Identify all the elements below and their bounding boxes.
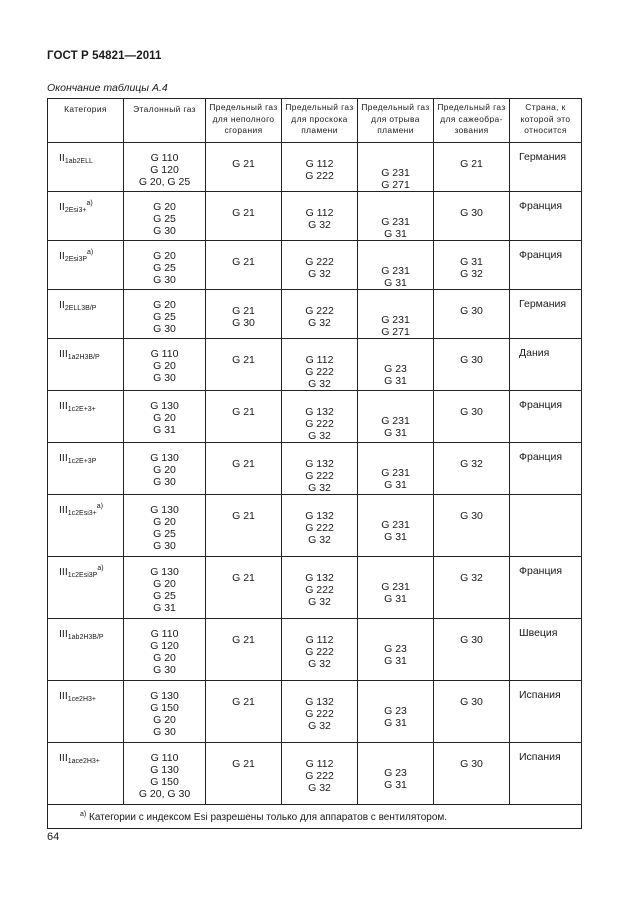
soot-gas-cell bbox=[434, 557, 510, 619]
reference-gas-value: G 130 bbox=[150, 452, 179, 464]
reference-gas-value: G 150 bbox=[150, 702, 179, 714]
reference-gas-value: G 150 bbox=[150, 776, 179, 788]
reference-gas-value: G 130 bbox=[150, 764, 179, 776]
lift-gas-value: G 31 bbox=[384, 779, 407, 791]
reference-gas-cell bbox=[124, 241, 206, 290]
reference-gas-value: G 25 bbox=[153, 262, 176, 274]
reference-gas-cell bbox=[124, 681, 206, 743]
category-subscript: 1ab2H3B/P bbox=[67, 634, 104, 641]
category-subscript: 1a2H3B/P bbox=[67, 354, 100, 361]
category-main: III bbox=[59, 752, 68, 764]
lift-gas-cell bbox=[358, 192, 434, 241]
incomplete-gas-value: G 21 bbox=[232, 256, 255, 268]
country-cell bbox=[510, 619, 582, 681]
flashback-gas-value: G 112 bbox=[305, 207, 334, 219]
soot-gas-value: G 21 bbox=[460, 158, 483, 170]
lift-gas-value: G 231 bbox=[381, 519, 410, 531]
reference-gas-value: G 20 bbox=[153, 652, 176, 664]
flashback-gas-value: G 32 bbox=[308, 534, 331, 546]
table-row bbox=[48, 743, 582, 805]
lift-gas-value: G 231 bbox=[381, 265, 410, 277]
table-header-row bbox=[48, 99, 582, 143]
lift-gas-value: G 31 bbox=[384, 531, 407, 543]
category-main: III bbox=[59, 566, 68, 578]
incomplete-gas-cell bbox=[206, 619, 282, 681]
reference-gas-value: G 20, G 30 bbox=[138, 788, 191, 800]
flashback-gas-value: G 222 bbox=[305, 646, 334, 658]
lift-gas-value: G 31 bbox=[384, 655, 407, 667]
soot-gas-value: G 31 bbox=[460, 256, 483, 268]
soot-gas-cell bbox=[434, 495, 510, 557]
table-row bbox=[48, 339, 582, 391]
incomplete-gas-cell bbox=[206, 557, 282, 619]
country-cell bbox=[510, 241, 582, 290]
lift-gas-cell bbox=[358, 290, 434, 339]
gas-category-table bbox=[47, 98, 582, 829]
footnote bbox=[48, 805, 582, 829]
soot-gas-value: G 32 bbox=[460, 572, 483, 584]
soot-gas-cell bbox=[434, 443, 510, 495]
soot-gas-cell bbox=[434, 339, 510, 391]
category-subscript: 2ELL3B/P bbox=[64, 305, 97, 312]
reference-gas-value: G 20 bbox=[153, 412, 176, 424]
flashback-gas-value: G 32 bbox=[308, 378, 331, 390]
flashback-gas-value: G 222 bbox=[305, 366, 334, 378]
incomplete-gas-cell bbox=[206, 241, 282, 290]
category-subscript: 1c2Esi3+ bbox=[67, 510, 97, 517]
reference-gas-value: G 20 bbox=[153, 360, 176, 372]
lift-gas-cell bbox=[358, 743, 434, 805]
header-country: Страна, к которой это относится bbox=[510, 99, 582, 143]
flashback-gas-value: G 222 bbox=[305, 470, 334, 482]
incomplete-gas-cell bbox=[206, 681, 282, 743]
reference-gas-value: G 130 bbox=[150, 690, 179, 702]
reference-gas-value: G 20 bbox=[153, 464, 176, 476]
reference-gas-value: G 130 bbox=[150, 504, 179, 516]
category-subscript: 1ace2H3+ bbox=[67, 758, 100, 765]
table-row bbox=[48, 495, 582, 557]
incomplete-gas-value: G 21 bbox=[232, 305, 255, 317]
category-subscript: 1c2Esi3P bbox=[67, 572, 98, 579]
lift-gas-cell bbox=[358, 241, 434, 290]
category-cell bbox=[48, 143, 124, 192]
category-cell bbox=[48, 391, 124, 443]
reference-gas-value: G 30 bbox=[153, 323, 176, 335]
reference-gas-value: G 20 bbox=[153, 201, 176, 213]
lift-gas-value: G 31 bbox=[384, 427, 407, 439]
category-cell bbox=[48, 443, 124, 495]
flashback-gas-cell bbox=[282, 339, 358, 391]
flashback-gas-value: G 132 bbox=[305, 510, 334, 522]
country-cell bbox=[510, 391, 582, 443]
category-main: II bbox=[59, 201, 65, 213]
incomplete-gas-cell bbox=[206, 192, 282, 241]
reference-gas-cell bbox=[124, 743, 206, 805]
footnote-ref: a) bbox=[96, 503, 103, 510]
category-subscript: 2Esi3P bbox=[64, 256, 88, 263]
header-flame-lift: Предельный газ для отрыва пламени bbox=[358, 99, 434, 143]
flashback-gas-value: G 222 bbox=[305, 770, 334, 782]
flashback-gas-cell bbox=[282, 557, 358, 619]
table-row bbox=[48, 391, 582, 443]
soot-gas-cell bbox=[434, 391, 510, 443]
country-cell bbox=[510, 557, 582, 619]
reference-gas-value: G 25 bbox=[153, 311, 176, 323]
footnote-mark: a) bbox=[80, 811, 87, 818]
incomplete-gas-value: G 21 bbox=[232, 696, 255, 708]
page-number: 64 bbox=[47, 831, 60, 843]
country-name: Франция bbox=[519, 200, 563, 212]
reference-gas-value: G 130 bbox=[150, 400, 179, 412]
category-main: III bbox=[59, 348, 68, 360]
table-row bbox=[48, 241, 582, 290]
table-caption: Окончание таблицы А.4 bbox=[47, 82, 168, 94]
reference-gas-value: G 20 bbox=[153, 516, 176, 528]
flashback-gas-value: G 112 bbox=[305, 758, 334, 770]
flashback-gas-value: G 222 bbox=[305, 305, 334, 317]
lift-gas-value: G 23 bbox=[384, 705, 407, 717]
country-name: Испания bbox=[519, 751, 561, 763]
flashback-gas-cell bbox=[282, 443, 358, 495]
country-cell bbox=[510, 495, 582, 557]
reference-gas-cell bbox=[124, 192, 206, 241]
flashback-gas-value: G 222 bbox=[305, 584, 334, 596]
lift-gas-cell bbox=[358, 557, 434, 619]
incomplete-gas-cell bbox=[206, 495, 282, 557]
lift-gas-value: G 231 bbox=[381, 467, 410, 479]
category-main: III bbox=[59, 628, 68, 640]
table-row bbox=[48, 681, 582, 743]
country-name: Дания bbox=[519, 347, 550, 359]
country-name: Швеция bbox=[519, 627, 558, 639]
lift-gas-value: G 271 bbox=[381, 179, 410, 191]
lift-gas-value: G 31 bbox=[384, 717, 407, 729]
footnote-text: Категории с индексом Esi разрешены только для аппаратов с вентилятором. bbox=[89, 812, 448, 823]
table-row bbox=[48, 619, 582, 681]
country-cell bbox=[510, 143, 582, 192]
flashback-gas-value: G 32 bbox=[308, 317, 331, 329]
reference-gas-value: G 30 bbox=[153, 274, 176, 286]
category-main: III bbox=[59, 452, 68, 464]
category-subscript: 1ab2ELL bbox=[64, 158, 93, 165]
reference-gas-value: G 30 bbox=[153, 225, 176, 237]
lift-gas-value: G 31 bbox=[384, 479, 407, 491]
flashback-gas-value: G 112 bbox=[305, 634, 334, 646]
incomplete-gas-value: G 30 bbox=[232, 317, 255, 329]
flashback-gas-value: G 32 bbox=[308, 219, 331, 231]
country-cell bbox=[510, 443, 582, 495]
reference-gas-cell bbox=[124, 290, 206, 339]
flashback-gas-cell bbox=[282, 681, 358, 743]
lift-gas-cell bbox=[358, 619, 434, 681]
flashback-gas-cell bbox=[282, 143, 358, 192]
reference-gas-value: G 110 bbox=[150, 348, 179, 360]
reference-gas-cell bbox=[124, 143, 206, 192]
flashback-gas-cell bbox=[282, 495, 358, 557]
header-category: Категория bbox=[48, 99, 124, 143]
flashback-gas-value: G 32 bbox=[308, 720, 331, 732]
incomplete-gas-value: G 21 bbox=[232, 158, 255, 170]
country-cell bbox=[510, 290, 582, 339]
country-name: Германия bbox=[519, 151, 567, 163]
incomplete-gas-value: G 21 bbox=[232, 758, 255, 770]
incomplete-gas-value: G 21 bbox=[232, 572, 255, 584]
soot-gas-cell bbox=[434, 241, 510, 290]
incomplete-gas-cell bbox=[206, 290, 282, 339]
reference-gas-value: G 120 bbox=[150, 640, 179, 652]
header-reference-gas: Эталонный газ bbox=[124, 99, 206, 143]
lift-gas-cell bbox=[358, 339, 434, 391]
category-cell bbox=[48, 339, 124, 391]
reference-gas-value: G 30 bbox=[153, 726, 176, 738]
category-cell bbox=[48, 681, 124, 743]
table-row bbox=[48, 192, 582, 241]
flashback-gas-value: G 32 bbox=[308, 658, 331, 670]
incomplete-gas-cell bbox=[206, 143, 282, 192]
category-cell bbox=[48, 743, 124, 805]
soot-gas-value: G 30 bbox=[460, 758, 483, 770]
category-cell bbox=[48, 495, 124, 557]
incomplete-gas-cell bbox=[206, 339, 282, 391]
flashback-gas-value: G 112 bbox=[305, 158, 334, 170]
flashback-gas-value: G 222 bbox=[305, 418, 334, 430]
reference-gas-cell bbox=[124, 391, 206, 443]
lift-gas-value: G 231 bbox=[381, 415, 410, 427]
category-cell bbox=[48, 192, 124, 241]
lift-gas-value: G 23 bbox=[384, 643, 407, 655]
incomplete-gas-value: G 21 bbox=[232, 354, 255, 366]
flashback-gas-cell bbox=[282, 192, 358, 241]
category-main: III bbox=[59, 504, 68, 516]
reference-gas-value: G 120 bbox=[150, 164, 179, 176]
lift-gas-value: G 31 bbox=[384, 277, 407, 289]
reference-gas-value: G 30 bbox=[153, 664, 176, 676]
lift-gas-value: G 31 bbox=[384, 593, 407, 605]
category-subscript: 1c2E+3+ bbox=[67, 406, 96, 413]
reference-gas-cell bbox=[124, 619, 206, 681]
flashback-gas-value: G 222 bbox=[305, 708, 334, 720]
flashback-gas-value: G 132 bbox=[305, 696, 334, 708]
lift-gas-value: G 271 bbox=[381, 326, 410, 338]
reference-gas-cell bbox=[124, 557, 206, 619]
incomplete-gas-value: G 21 bbox=[232, 207, 255, 219]
category-main: II bbox=[59, 152, 65, 164]
soot-gas-value: G 30 bbox=[460, 207, 483, 219]
country-name: Франция bbox=[519, 249, 563, 261]
country-name: Франция bbox=[519, 451, 563, 463]
flashback-gas-cell bbox=[282, 619, 358, 681]
category-main: II bbox=[59, 299, 65, 311]
soot-gas-value: G 30 bbox=[460, 696, 483, 708]
lift-gas-value: G 23 bbox=[384, 363, 407, 375]
lift-gas-cell bbox=[358, 495, 434, 557]
lift-gas-value: G 231 bbox=[381, 216, 410, 228]
reference-gas-value: G 20, G 25 bbox=[138, 176, 191, 188]
reference-gas-cell bbox=[124, 495, 206, 557]
country-name: Испания bbox=[519, 689, 561, 701]
footnote-row bbox=[48, 805, 582, 829]
header-sooting: Предельный газ для сажеобра-зования bbox=[434, 99, 510, 143]
reference-gas-value: G 20 bbox=[153, 578, 176, 590]
reference-gas-value: G 30 bbox=[153, 540, 176, 552]
incomplete-gas-value: G 21 bbox=[232, 406, 255, 418]
country-cell bbox=[510, 743, 582, 805]
lift-gas-cell bbox=[358, 143, 434, 192]
reference-gas-value: G 110 bbox=[150, 152, 179, 164]
country-cell bbox=[510, 681, 582, 743]
soot-gas-cell bbox=[434, 619, 510, 681]
reference-gas-value: G 130 bbox=[150, 566, 179, 578]
reference-gas-value: G 25 bbox=[153, 528, 176, 540]
reference-gas-cell bbox=[124, 339, 206, 391]
category-main: II bbox=[59, 250, 65, 262]
soot-gas-value: G 30 bbox=[460, 354, 483, 366]
country-cell bbox=[510, 339, 582, 391]
flashback-gas-value: G 222 bbox=[305, 256, 334, 268]
flashback-gas-value: G 222 bbox=[305, 522, 334, 534]
flashback-gas-value: G 112 bbox=[305, 354, 334, 366]
soot-gas-value: G 30 bbox=[460, 406, 483, 418]
country-name: Германия bbox=[519, 298, 567, 310]
standard-title: ГОСТ Р 54821—2011 bbox=[47, 50, 162, 62]
lift-gas-cell bbox=[358, 681, 434, 743]
soot-gas-value: G 30 bbox=[460, 634, 483, 646]
incomplete-gas-cell bbox=[206, 443, 282, 495]
category-cell bbox=[48, 241, 124, 290]
lift-gas-value: G 231 bbox=[381, 314, 410, 326]
flashback-gas-cell bbox=[282, 743, 358, 805]
reference-gas-value: G 31 bbox=[153, 602, 176, 614]
flashback-gas-cell bbox=[282, 241, 358, 290]
reference-gas-value: G 30 bbox=[153, 476, 176, 488]
soot-gas-value: G 32 bbox=[460, 458, 483, 470]
category-subscript: 1ce2H3+ bbox=[67, 696, 96, 703]
soot-gas-cell bbox=[434, 290, 510, 339]
reference-gas-value: G 20 bbox=[153, 714, 176, 726]
incomplete-gas-cell bbox=[206, 391, 282, 443]
reference-gas-value: G 20 bbox=[153, 299, 176, 311]
flashback-gas-value: G 32 bbox=[308, 596, 331, 608]
soot-gas-value: G 32 bbox=[460, 268, 483, 280]
reference-gas-value: G 110 bbox=[150, 628, 179, 640]
reference-gas-value: G 25 bbox=[153, 213, 176, 225]
flashback-gas-value: G 32 bbox=[308, 268, 331, 280]
header-flashback: Предельный газ для проскока пламени bbox=[282, 99, 358, 143]
flashback-gas-value: G 222 bbox=[305, 170, 334, 182]
lift-gas-value: G 231 bbox=[381, 581, 410, 593]
lift-gas-value: G 231 bbox=[381, 167, 410, 179]
soot-gas-cell bbox=[434, 743, 510, 805]
reference-gas-value: G 31 bbox=[153, 424, 176, 436]
flashback-gas-value: G 132 bbox=[305, 572, 334, 584]
country-name: Франция bbox=[519, 399, 563, 411]
table-row bbox=[48, 143, 582, 192]
category-cell bbox=[48, 290, 124, 339]
category-main: III bbox=[59, 690, 68, 702]
reference-gas-value: G 25 bbox=[153, 590, 176, 602]
category-cell bbox=[48, 557, 124, 619]
country-name: Франция bbox=[519, 565, 563, 577]
soot-gas-cell bbox=[434, 143, 510, 192]
table-row bbox=[48, 290, 582, 339]
lift-gas-value: G 23 bbox=[384, 767, 407, 779]
footnote-ref: a) bbox=[87, 249, 94, 256]
lift-gas-value: G 31 bbox=[384, 375, 407, 387]
flashback-gas-value: G 132 bbox=[305, 406, 334, 418]
category-subscript: 1c2E+3P bbox=[67, 458, 97, 465]
incomplete-gas-value: G 21 bbox=[232, 634, 255, 646]
footnote-ref: a) bbox=[86, 200, 93, 207]
soot-gas-value: G 30 bbox=[460, 305, 483, 317]
reference-gas-value: G 110 bbox=[150, 752, 179, 764]
soot-gas-cell bbox=[434, 192, 510, 241]
flashback-gas-cell bbox=[282, 391, 358, 443]
flashback-gas-value: G 32 bbox=[308, 430, 331, 442]
incomplete-gas-value: G 21 bbox=[232, 458, 255, 470]
flashback-gas-value: G 132 bbox=[305, 458, 334, 470]
table-row bbox=[48, 557, 582, 619]
incomplete-gas-value: G 21 bbox=[232, 510, 255, 522]
flashback-gas-value: G 32 bbox=[308, 482, 331, 494]
incomplete-gas-cell bbox=[206, 743, 282, 805]
lift-gas-cell bbox=[358, 391, 434, 443]
reference-gas-value: G 20 bbox=[153, 250, 176, 262]
soot-gas-value: G 30 bbox=[460, 510, 483, 522]
country-cell bbox=[510, 192, 582, 241]
flashback-gas-cell bbox=[282, 290, 358, 339]
category-subscript: 2Esi3+ bbox=[64, 207, 87, 214]
reference-gas-cell bbox=[124, 443, 206, 495]
soot-gas-cell bbox=[434, 681, 510, 743]
category-main: III bbox=[59, 400, 68, 412]
lift-gas-cell bbox=[358, 443, 434, 495]
table-row bbox=[48, 443, 582, 495]
header-incomplete-combustion: Предельный газ для неполного сгорания bbox=[206, 99, 282, 143]
footnote-ref: a) bbox=[97, 565, 104, 572]
category-cell bbox=[48, 619, 124, 681]
lift-gas-value: G 31 bbox=[384, 228, 407, 240]
reference-gas-value: G 30 bbox=[153, 372, 176, 384]
flashback-gas-value: G 32 bbox=[308, 782, 331, 794]
